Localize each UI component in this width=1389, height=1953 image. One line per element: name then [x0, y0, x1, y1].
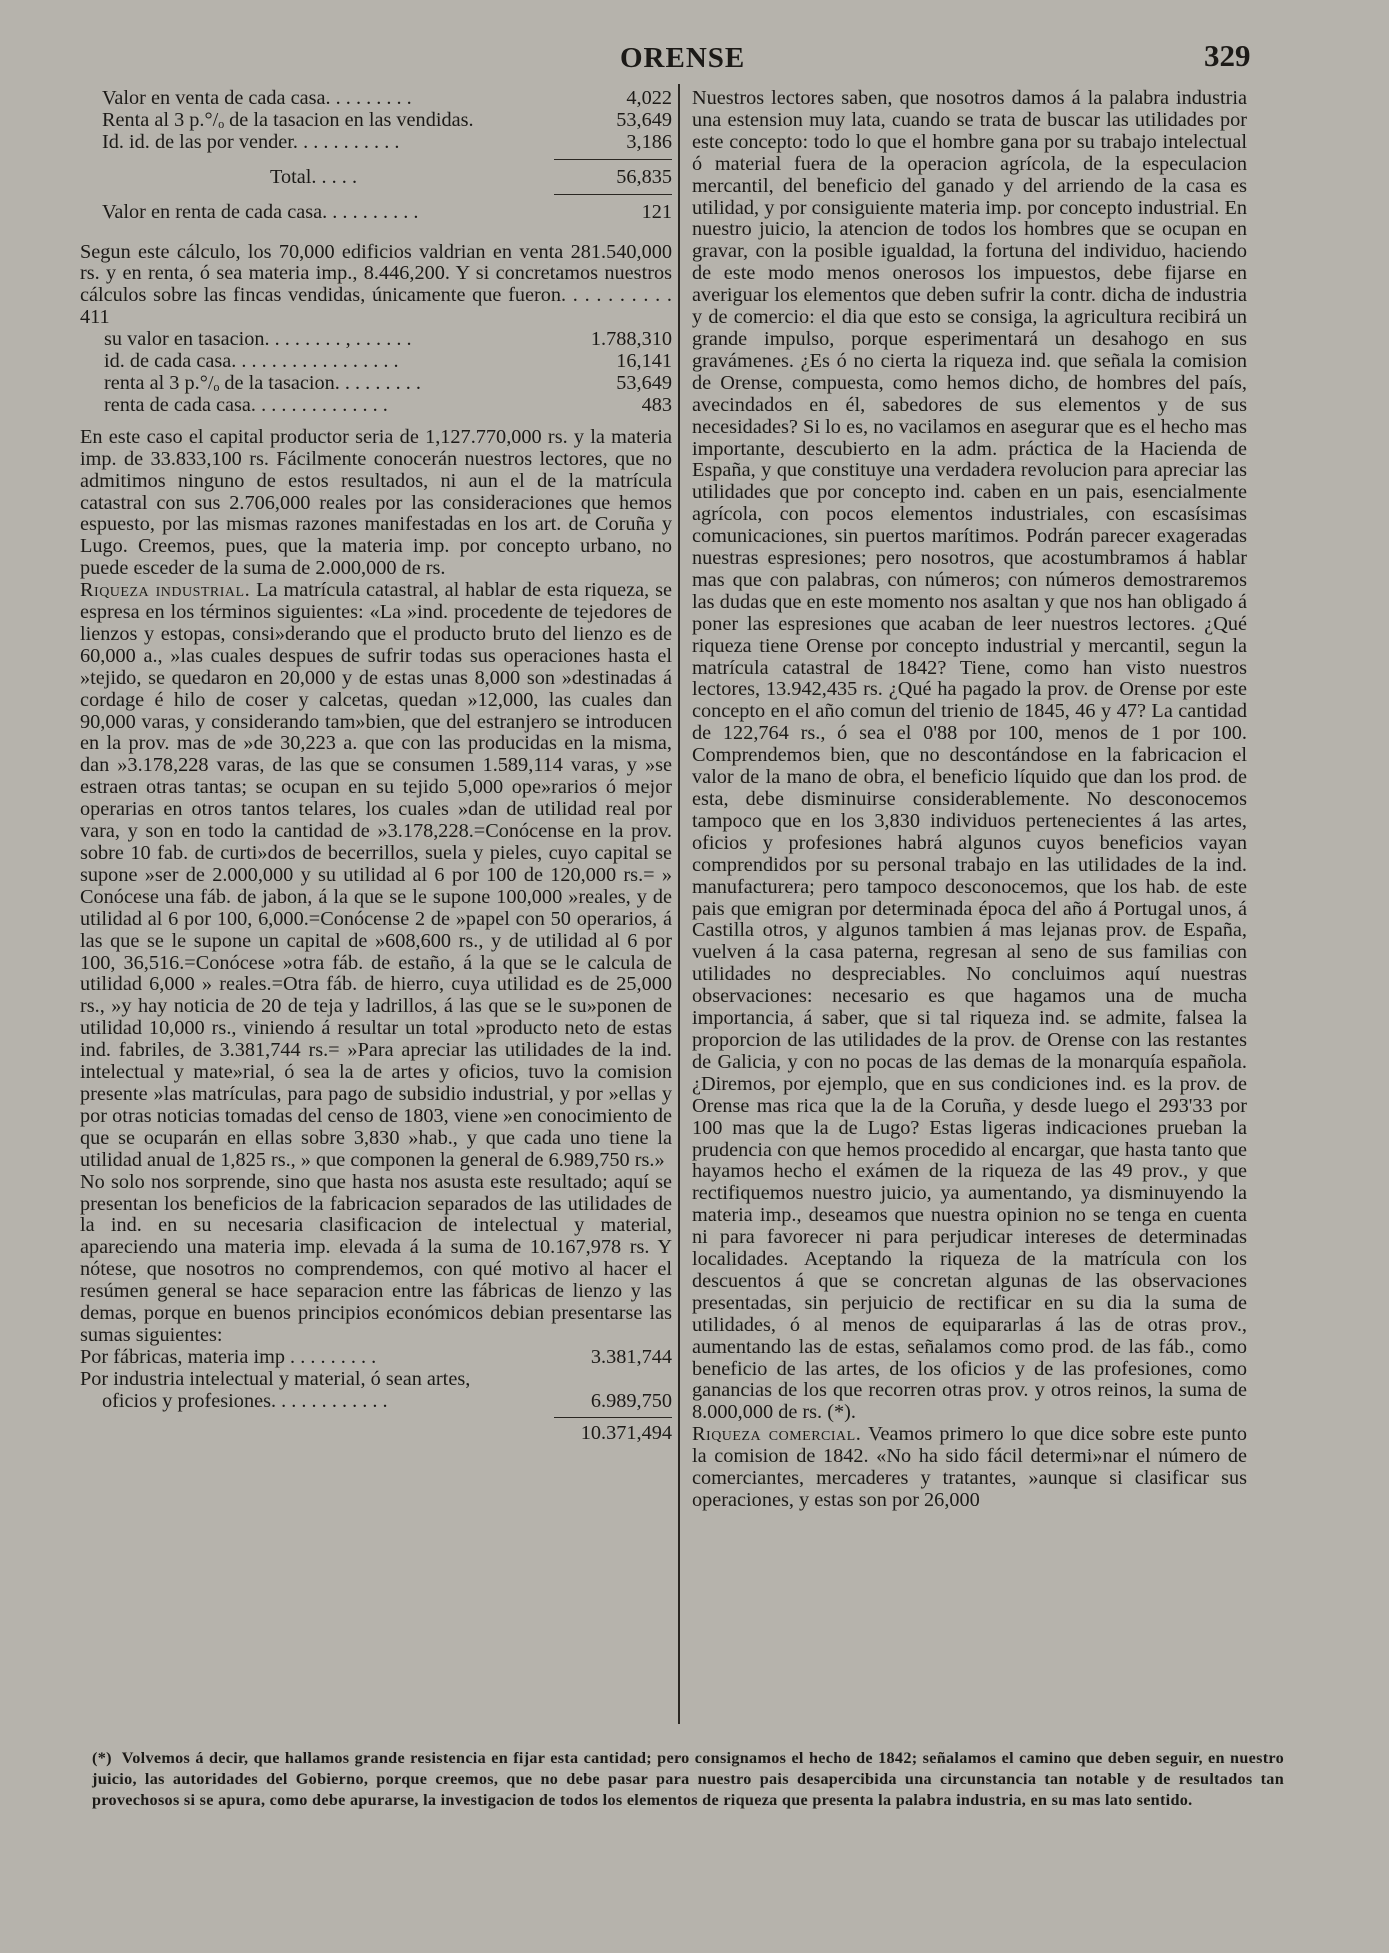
- sum-rule: [554, 159, 672, 161]
- paragraph: Riqueza comercial. Veamos primero lo que dice sobre este punto la comision de 1842. «No ha sido fácil determi»nar el número de comerciantes, mercaderes y tratantes, »aunque si clasificar sus operaciones, y estas son por 26,000: [692, 1423, 1247, 1511]
- table-row: renta de cada casa. . . . . . . . . . . . . . 483: [104, 393, 672, 416]
- table-row: Valor en renta de cada casa. . . . . . . . . . 121: [102, 200, 672, 223]
- table-row: Por industria intelectual y material, ó sean artes,: [80, 1367, 471, 1390]
- table-row: Id. id. de las por vender. . . . . . . . . . . 3,186: [102, 130, 672, 153]
- left-column: [80, 88, 672, 1444]
- table-row: renta al 3 p.°/ₒ de la tasacion. . . . . . . . . 53,649: [104, 371, 672, 394]
- table-row: id. de cada casa. . . . . . . . . . . . . . . . . 16,141: [104, 350, 672, 373]
- table-row: oficios y profesiones. . . . . . . . . . . . 6.989,750: [102, 1389, 672, 1412]
- total-row: Total. . . . . 56,835: [270, 165, 672, 188]
- paragraph: No solo nos sorprende, sino que hasta nos asusta este resultado; aquí se presentan los beneficios de la fabricacion separados de las utilidades de la ind. en su necesaria clasificacion de intelectual y material, apareciendo una materia imp. elevada á la suma de 10.167,978 rs. Y nótese, que nosotros no comprendemos, con qué motivo al hacer el resúmen general se hace separacion entre las fábricas de lienzo y las demas, porque en buenos principios económicos debian presentarse las sumas siguientes:: [80, 1170, 672, 1346]
- footnote: [92, 1748, 1284, 1811]
- running-title: ORENSE: [620, 42, 746, 74]
- total-row: 10.371,494: [580, 1421, 672, 1444]
- section-heading: Riqueza industrial.: [80, 579, 251, 602]
- sum-rule: [554, 194, 672, 196]
- spacer: [80, 224, 672, 242]
- table-row: Valor en venta de cada casa. . . . . . . . . 4,022: [102, 87, 672, 109]
- table-row: Por fábricas, materia imp . . . . . . . . . 3.381,744: [80, 1345, 672, 1368]
- paragraph: Nuestros lectores saben, que nosotros damos á la palabra industria una estension muy lata, cuando se trata de buscar las utilidades por este concepto: todo lo que el hombre gana por su trabajo intelectual ó material fuera de la operacion agrícola, de la especulacion mercantil, del beneficio del ganado y del arriendo de la casa es utilidad, y por consiguiente materia imp. por concepto industrial. En nuestro juicio, la atencion de todos los hombres que se ocupan en gravar, con la posible igualdad, la fortuna del individuo, haciendo de este modo menos onerosos los impuestos, debe fijarse en averiguar los elementos que deben sufrir la contr. dicha de industria y de comercio: el dia que esto se consiga, la agricultura recibirá un grande impulso, porque esperimentará un desahogo en sus gravámenes. ¿Es ó no cierta la riqueza ind. que señala la comision de Orense, compuesta, como hemos dicho, de hombres del país, avecindados en él, sabedores de sus elementos y de sus necesidades? Si lo es, no vacilamos en asegurar que es el hecho mas importante, descubierto en la adm. práctica de la Hacienda de España, y que constituye una verdadera revolucion para apreciar las utilidades que por concepto ind. caben en un pais, esencialmente agrícola, con pocos elementos industriales, con escasísimas comunicaciones, sin puertos marítimos. Podrán parecer exageradas nuestras espresiones; pero nosotros, que acostumbramos á hablar mas que con palabras, con números; con números demostraremos las dudas que en este momento nos asaltan y que nos han obligado á poner las espresiones que acaban de leer nuestros lectores. ¿Qué riqueza tiene Orense por concepto industrial y mercantil, segun la matrícula catastral de 1842? Tiene, como han visto nuestros lectores, 13.942,435 rs. ¿Qué ha pagado la prov. de Orense por este concepto en el año comun del trienio de 1845, 46 y 47? La cantidad de 122,764 rs., ó sea el 0'88 por 100, menos de 1 por 100. Comprendemos bien, que no descontándose en la fabricacion el valor de la mano de obra, el beneficio líquido que dan los prod. de esta, debe disminuirse considerablemente. No desconocemos tampoco que en los 3,830 individuos pertenecientes á las artes, oficios y profesiones habrá algunos cuyos beneficios vayan comprendidos por su personal trabajo en las utilidades de la ind. manufacturera; pero tampoco desconocemos, que los hab. de este pais que emigran por determinada época del año á Portugal unos, á Castilla otros, y algunos tambien á mas lejanas prov. de España, vuelven á la casa paterna, regresan al seno de sus familias con utilidades no despreciables. No concluimos aquí nuestras observaciones: necesario es que hagamos una de mucha importancia, á saber, que si tal riqueza ind. se admite, falsea la proporcion de las utilidades de la prov. de Orense con las restantes de Galicia, y con no pocas de las demas de la monarquía española. ¿Diremos, por ejemplo, que en sus condiciones ind. es la prov. de Orense mas rica que la de la Coruña, y desde luego el 293'33 por 100 mas que la de Lugo? Estas ligeras indicaciones prueban la prudencia con que hemos procedido al encargar, que hasta tanto que hayamos hecho el exámen de la riqueza de las 49 prov., y que rectifiquemos nuestro juicio, ya aumentando, ya disminuyendo la materia imp., deseamos que nuestra opinion no se tenga en cuenta ni para favorecer ni para perjudicar intereses de determinadas localidades. Aceptando la riqueza de la matrícula con los descuentos á que se concretan algunas de las observaciones presentadas, sin perjuicio de rectificar en su dia la suma de utilidades, ó al menos de equipararlas á las de otras prov., aumentando las de estas, señalamos como prod. de las fáb., como beneficio de las artes, de los oficios y de las profesiones, como ganancias de los que recorren otras prov. y otros reinos, la suma de 8.000,000 de rs. (*).: [692, 87, 1247, 1424]
- table-row: Renta al 3 p.°/ₒ de la tasacion en las vendidas. 53,649: [102, 108, 672, 131]
- footnote-marker: (*): [92, 1749, 112, 1767]
- section-heading: Riqueza comercial.: [692, 1423, 862, 1446]
- page-number: 329: [1204, 38, 1251, 73]
- right-column: [692, 88, 1247, 1512]
- table-row: su valor en tasacion. . . . . . . . , . . . . . . 1.788,310: [104, 328, 672, 351]
- footnote-text: Volvemos á decir, que hallamos grande resistencia en fijar esta cantidad; pero consignamos el hecho de 1842; señalamos el camino que deben seguir, en nuestro juicio, las autoridades del Gobierno, porque creemos, que no debe pasar para nuestro pais desapercibida una circunstancia tan notable y de resultados tan provechosos si se apura, como debe apurarse, la investigacion de todos los elementos de riqueza que presenta la palabra industria, en su mas lato sentido.: [92, 1749, 1284, 1809]
- paragraph: Riqueza industrial. La matrícula catastral, al hablar de esta riqueza, se espresa en los términos siguientes: «La »ind. procedente de tejedores de lienzos y estopas, consi»derando que el producto bruto del lienzo es de 60,000 a., »las cuales despues de sufrir todas sus operaciones hasta el »tejido, se quedaron en 20,000 y de estas unas 8,000 son »destinadas á cordage é hilo de coser y calcetas, quedan »12,000, las cuales dan 90,000 varas, y considerando tam»bien, que del estranjero se introducen en la prov. mas de »de 30,223 a. que con las producidas en la misma, dan »3.178,228 varas, de las que se consumen 1.589,114 varas, y »se estraen otras tantas; se ocupan en su tejido 5,000 ope»rarios ó mejor operarias en otros tantos telares, los cuales »dan de utilidad real por vara, y son en todo la cantidad de »3.178,228.=Conócense en la prov. sobre 10 fab. de curti»dos de becerrillos, suela y pieles, cuyo capital se supone »ser de 2.000,000 y su utilidad al 6 por 100 de 120,000 rs.= » Conócese una fáb. de jabon, á la que se le supone 100,000 »reales, y de utilidad al 6 por 100, 6,000.=Conócense 2 de »papel con 50 operarios, á las que se le supone un capital de »608,600 rs., y de utilidad al 6 por 100, 36,516.=Conócese »otra fáb. de estaño, á la que se le calcula de utilidad 6,000 » reales.=Otra fáb. de hierro, cuya utilidad es de 25,000 rs., »y hay noticia de 20 de teja y ladrillos, á las que se le su»ponen de utilidad 10,000 rs., viniendo á resultar un total »producto neto de estas ind. fabriles, de 3.381,744 rs.= »Para apreciar las utilidades de la ind. intelectual y mate»rial, ó sea la de artes y oficios, tuvo la comision presente »las matrículas, para pago de subsidio industrial, y por »ellas y por otras noticias tomadas del censo de 1803, viene »en conocimiento de que se ocuparán en ellas sobre 3,830 »hab., y que cada uno tiene la utilidad anual de 1,825 rs., » que componen la general de 6.989,750 rs.»: [80, 579, 672, 1171]
- sum-rule: [554, 1417, 672, 1419]
- column-rule: [678, 84, 680, 1724]
- paragraph: En este caso el capital productor seria de 1,127.770,000 rs. y la materia imp. de 33.833,100 rs. Fácilmente conocerán nuestros lectores, que no admitimos ninguno de estos resultados, ni aun el de la matrícula catastral con sus 2.706,000 reales por las consideraciones que hemos espuesto, por las mismas razones manifestadas en los art. de Coruña y Lugo. Creemos, pues, que la materia imp. por concepto urbano, no puede esceder de la suma de 2.000,000 de rs.: [80, 425, 672, 580]
- paragraph: Segun este cálculo, los 70,000 edificios valdrian en venta 281.540,000 rs. y en renta, ó sea materia imp., 8.446,200. Y si concretamos nuestros cálculos sobre las fincas vendidas, únicamente que fueron. . . . . . . . . . 411: [80, 240, 672, 329]
